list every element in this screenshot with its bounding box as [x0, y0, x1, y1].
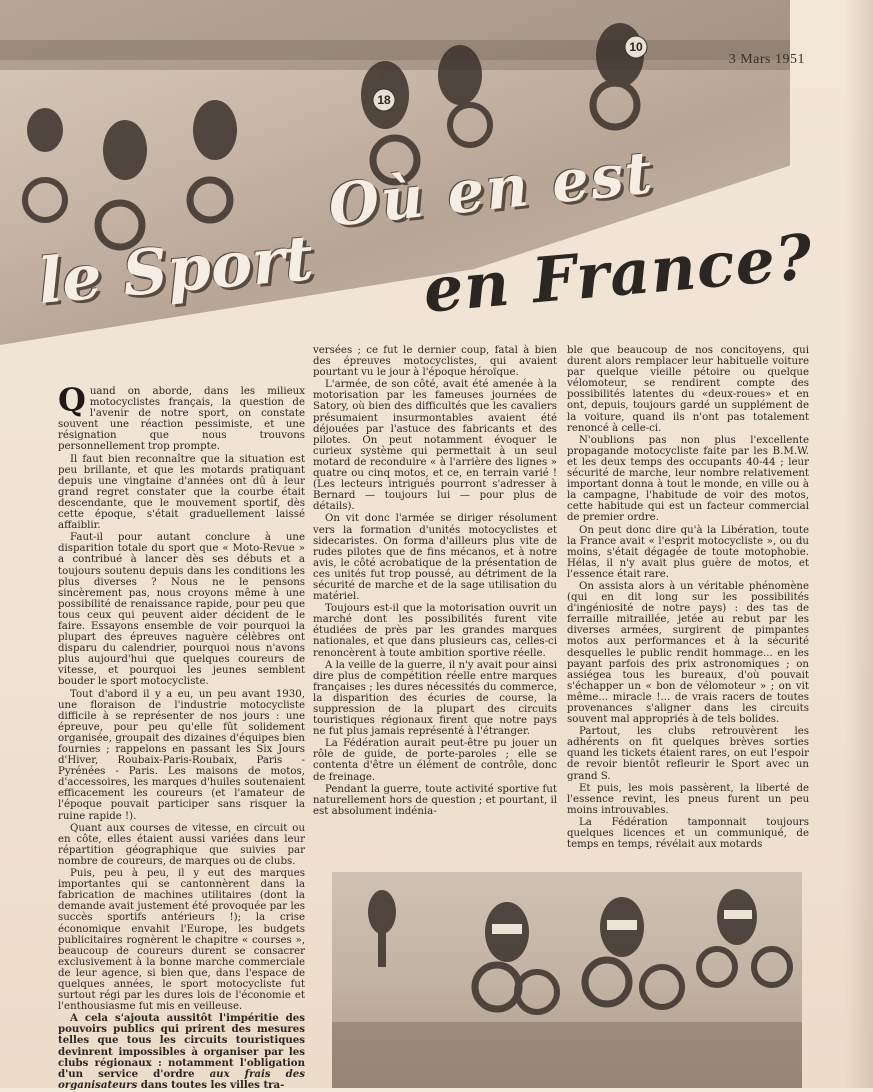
paragraph: Puis, peu à peu, il y eut des marques importantes qui se cantonnèrent dans la fabrication de machines utilitaires (dont la demande avait justement été provoquée par les succès sportifs antérieurs !); la crise économique envahit l'Europe, les budgets publicitaires rognèrent le chapitre « courses », beaucoup de coureurs durent se consacrer exclusivement à la bonne marche commerciale de leur agence, si bien que, dans l'espace de quelques années, le sport motocycliste fut surtout régi par les dures lois de l'économie et l'enthousiasme fut mis en veilleuse. [58, 868, 305, 1013]
article-headline [28, 138, 848, 345]
paragraph: On assista alors à un véritable phénomène (qui en dit long sur les possibilités d'ingéniosité de notre pays) : des tas de ferraille mitraillée, jetée au rebut par les diverses armées, surgirent de pimpantes motos aux performances et à la sécurité desquelles le public rendit hommage... en les payant parfois des prix astronomiques ; on assiégea tous les bureaux, d'où pouvait s'échapper un « bon de vélomoteur » ; on vit même... miracle !... de vrais racers de toutes provenances s'aligner dans les circuits souvent mal appropriés à de tels bolides. [567, 580, 809, 726]
paragraph: versées ; ce fut le dernier coup, fatal à bien des épreuves motocyclistes, qui avaient pourtant vu le jour à l'époque héroïque. [313, 345, 557, 379]
paragraph: La Fédération tamponnait toujours quelques licences et un communiqué, de temps en temps, révélait aux motards [567, 816, 809, 851]
headline-line-2-part-2: en France? [420, 220, 816, 327]
paragraph: Quant aux courses de vitesse, en circuit ou en côte, elles étaient aussi variées dans leur répartition géographique que suivies par nombre de coureurs, de marques ou de clubs. [58, 822, 305, 867]
paragraph: ble que beaucoup de nos concitoyens, qui durent alors remplacer leur habituelle voiture par quelque vieille pétoire ou quelque vélomoteur, se rendirent compte des possibilités latentes du «deux-roues» et en ont, depuis, toujours gardé un supplément de la voiture, quand ils n'ont pas totalement renoncé à celle-ci. [567, 345, 809, 434]
paragraph: Et puis, les mois passèrent, la liberté de l'essence revint, les pneus furent un peu moins introuvables. [567, 782, 809, 816]
page-edge-shadow [845, 0, 873, 1088]
issue-date: 3 Mars 1951 [728, 52, 805, 67]
article-column-2 [313, 345, 557, 818]
paragraph: A cela s'ajouta aussitôt l'impéritie des pouvoirs publics qui prirent des mesures telles que tous les circuits touristiques devinrent impossibles à organiser par les clubs régionaux : notamment l'obligation d'un service d'ordre aux frais des organisateurs dans toutes les villes tra- [58, 1012, 305, 1091]
paragraph: On peut donc dire qu'à la Libération, toute la France avait « l'esprit motocycliste », ou du moins, s'était dégagée de toute motophobie. Hélas, il n'y avait plus guère de motos, et l'essence était rare. [567, 524, 809, 580]
headline-line-2-part-1: le Sport [35, 221, 317, 318]
paragraph: Il faut bien reconnaître que la situation est peu brillante, et que les motards pratiquant depuis une vingtaine d'années ont dû à leur grand regret constater que la courbe était descendante, que le mouvement sportif, dès cette époque, s'était graduellement laissé affaiblir. [58, 453, 305, 532]
race-number-18: 18 [377, 93, 391, 107]
race-number-10: 10 [629, 40, 643, 54]
paragraph: A la veille de la guerre, il n'y avait pour ainsi dire plus de compétition réelle entre marques françaises ; les dures nécessités du commerce, la disparition des écuries de course, la suppression de la plupart des circuits touristiques régionaux firent que notre pays ne fut plus jamais représenté à l'étranger. [313, 659, 558, 738]
article-column-1 [58, 381, 305, 1092]
article-column-3 [567, 345, 809, 851]
paragraph: Toujours est-il que la motorisation ouvrit un marché dont les possibilités furent vite étudiées de près par les grandes marques nationales, et que dans plusieurs cas, celles-ci renoncèrent à toute ambition sportive réelle. [313, 603, 557, 659]
paragraph: La Fédération aurait peut-être pu jouer un rôle de guide, de porte-paroles ; elle se contenta d'être un élément de contrôle, donc de freinage. [313, 738, 557, 783]
paragraph: N'oublions pas non plus l'excellente propagande motocycliste faite par les B.M.W. et les deux temps des occupants 40-44 ; leur sécurité de marche, leur nombre relativement important donna à tout le monde, en ville ou à la campagne, l'habitude de voir des motos, cette habitude qui est un facteur commercial de premier ordre. [567, 434, 809, 524]
paragraph: Partout, les clubs retrouvèrent les adhérents on fit quelques brèves sorties quand les tickets étaient rares, on eut l'espoir de revoir bientôt refleurir le Sport avec un grand S. [567, 726, 809, 782]
paragraph: Tout d'abord il y a eu, un peu avant 1930, une floraison de l'industrie motocycliste difficile à se représenter de nos jours : une épreuve, pour peu qu'elle fût solidement organisée, groupait des dizaines d'équipes bien fournies ; rappelons en passant les Six Jours d'Hiver, Roubaix-Paris-Roubaix, Paris - Pyrénées - Paris. Les maisons de motos, d'accessoires, les marques d'huiles soutenaient efficacement les coureurs (et l'amateur de l'époque pouvait participer sans risquer la ruine rapide !). [58, 688, 305, 822]
paragraph: Quand on aborde, dans les milieux motocyclistes français, la question de l'avenir de notre sport, on constate souvent une réaction pessimiste, et une résignation que nous trouvons personnellement trop prompte. [58, 381, 305, 453]
headline-line-1: Où en est [325, 138, 658, 240]
paragraph: Pendant la guerre, toute activité sportive fut naturellement hors de question ; et pourtant, il est absolument indénia- [313, 783, 557, 817]
motorcycle-track-photo [332, 872, 802, 1088]
drop-cap: Q [58, 381, 86, 419]
track-photo-illustration [332, 872, 802, 1088]
paragraph: Faut-il pour autant conclure à une disparition totale du sport que « Moto-Revue » a contribué à lancer dès ses débuts et a toujours soutenu depuis dans les conditions les plus diverses ? Nous ne le pensons sincèrement pas, nous croyons même à une possibilité de renaissance rapide, pour peu que tous ceux qui peuvent aider décident de le faire. Essayons ensemble de voir pourquoi la plupart des épreuves naguère célèbres ont disparu du calendrier, pourquoi nous n'avons plus aujourd'hui que quelques coureurs de vitesse, et pourquoi les jeunes semblent bouder le sport motocycliste. [58, 532, 305, 688]
paragraph: On vit donc l'armée se diriger résolument vers la formation d'unités motocyclistes et sidecaristes. On forma d'ailleurs plus vite de rudes pilotes que de fins mécanos, et à notre avis, le côté acrobatique de la présentation de ces unités fut trop poussé, au détriment de la sécurité de marche et de la sage utilisation du matériel. [313, 513, 557, 603]
paragraph: L'armée, de son côté, avait été amenée à la motorisation par les fameuses journées de Satory, où bien des difficultés que les cavaliers présumaient insurmontables avaient été déjouées par l'astuce des fabricants et des pilotes. On peut notamment évoquer le curieux système qui permettait à un seul motard de reconduire « à l'arrière des lignes » quatre ou cinq motos, et ce, en terrain varié ! (Les lecteurs intrigués pourront s'adresser à Bernard — toujours lui — pour plus de détails). [313, 379, 557, 513]
